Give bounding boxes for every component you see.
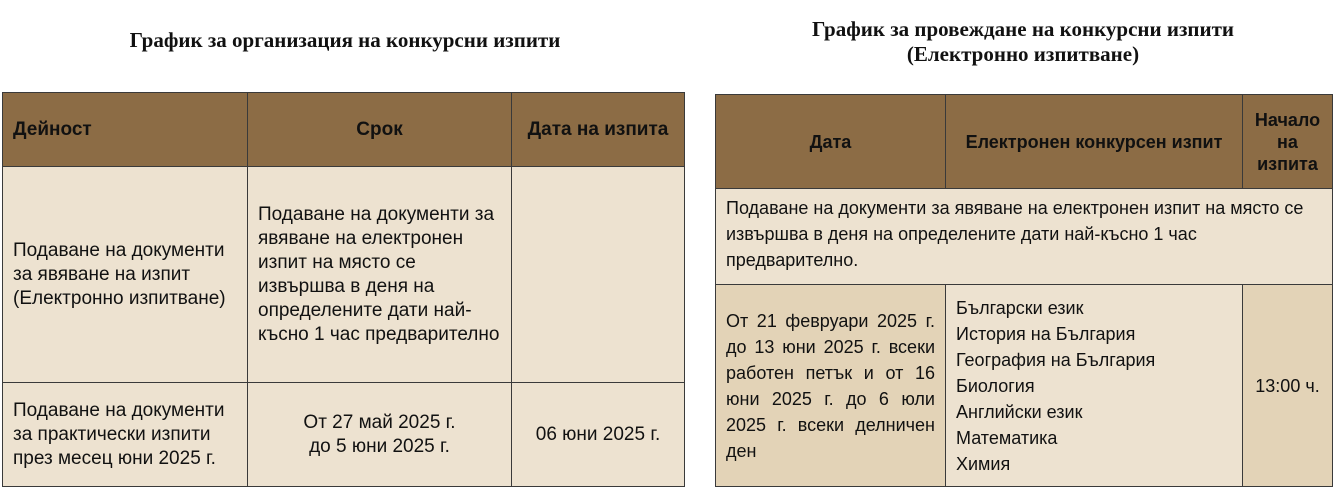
deadline-cell: Подаване на документи за явяване на електронен изпит на място се извършва в деня на определените дати най-късно 1 час предварително [248,167,512,383]
date-cell: От 21 февруари 2025 г. до 13 юни 2025 г. всеки работен петък и от 16 юни 2025 г. до 6 юли 2025 г. всеки делничен ден [716,285,946,487]
note-cell: Подаване на документи за явяване на електронен изпит на място се извършва в деня на определените дати най-късно 1 час предварително. [716,189,1333,285]
table-header-row [3,93,685,167]
right-table-title [712,17,1334,67]
organization-schedule-table [2,92,685,487]
table-row [3,167,685,383]
table-header-row [716,95,1333,189]
right-title-line2: (Електронно изпитване) [906,42,1140,66]
header-deadline: Срок [248,93,512,167]
list-item: География на България [956,349,1156,370]
header-exam-date: Дата на изпита [512,93,685,167]
exam-date-cell [512,167,685,383]
list-item: Математика [956,427,1058,448]
list-item: Биология [956,375,1035,396]
header-electronic-exam: Електронен конкурсен изпит [946,95,1243,189]
list-item: Български език [956,297,1084,318]
deadline-cell [248,383,512,487]
electronic-exam-schedule-table [715,94,1333,487]
deadline-line1: От 27 май 2025 г. [303,411,456,433]
left-table-title: График за организация на конкурсни изпити [129,28,561,52]
list-item: Химия [956,453,1011,474]
deadline-line2: до 5 юни 2025 г. [309,435,450,457]
table-row [716,285,1333,487]
header-activity: Дейност [3,93,248,167]
table-row [3,383,685,487]
note-row [716,189,1333,285]
list-item: Английски език [956,401,1083,422]
header-start-time: Начало на изпита [1243,95,1333,189]
header-date: Дата [716,95,946,189]
activity-cell: Подаване на документи за практически изпити през месец юни 2025 г. [3,383,248,487]
start-time-cell: 13:00 ч. [1243,285,1333,487]
activity-cell: Подаване на документи за явяване на изпит (Електронно изпитване) [3,167,248,383]
exam-date-cell: 06 юни 2025 г. [512,383,685,487]
list-item: История на България [956,323,1136,344]
exam-list-cell [946,285,1243,487]
right-title-line1: График за провеждане на конкурсни изпити [812,17,1234,41]
